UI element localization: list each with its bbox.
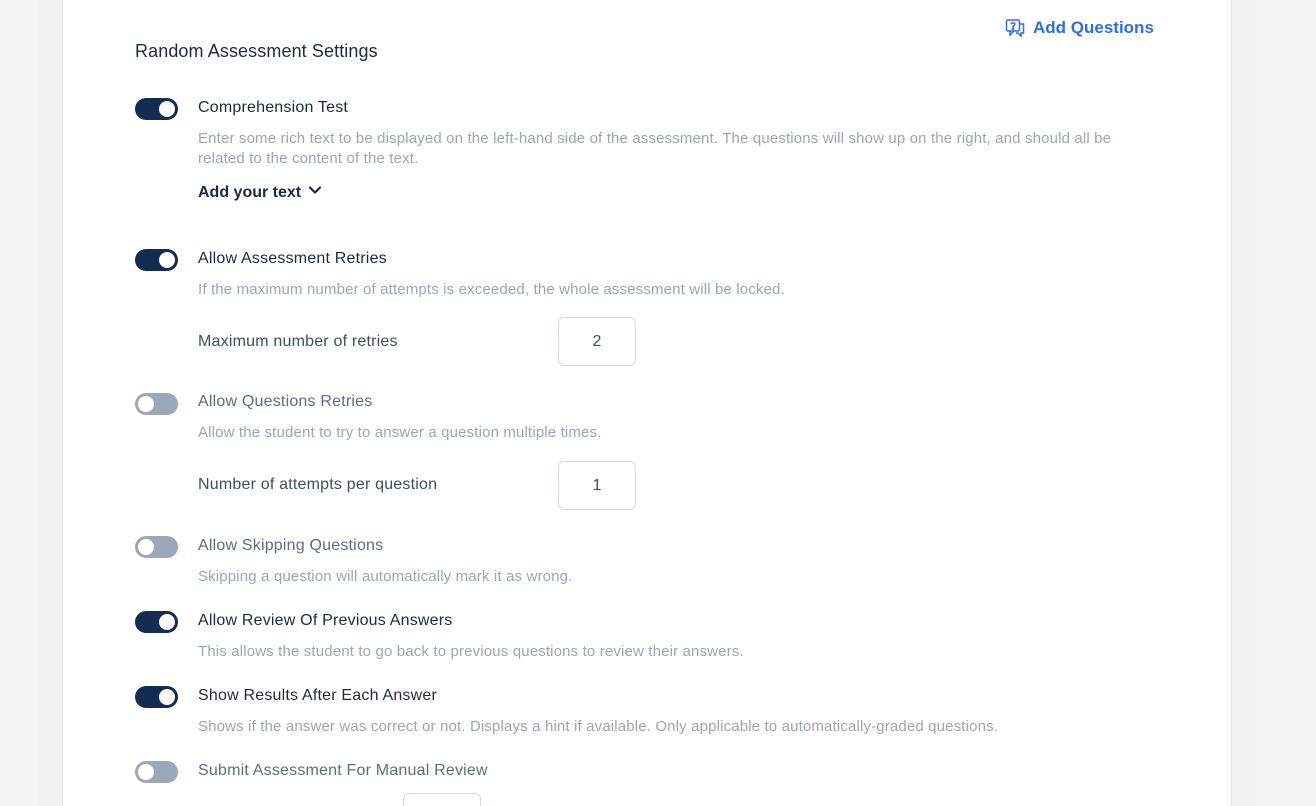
toggle-knob xyxy=(159,689,175,705)
comprehension-test-label: Comprehension Test xyxy=(198,99,349,116)
show-results-after-each-answer-toggle[interactable] xyxy=(135,686,178,708)
allow-review-previous-answers-label: Allow Review Of Previous Answers xyxy=(198,612,453,629)
section-title: Random Assessment Settings xyxy=(135,41,378,61)
manual-review-input-partial[interactable] xyxy=(403,793,481,806)
attempts-per-question-label: Number of attempts per question xyxy=(198,476,438,493)
max-retries-label: Maximum number of retries xyxy=(198,333,398,350)
comprehension-test-description: Enter some rich text to be displayed on the left-hand side of the assessment. The questions will show up on the right, and should all be related to the content of the text. xyxy=(198,130,1112,167)
add-your-text-label: Add your text xyxy=(198,183,302,201)
allow-questions-retries-description: Allow the student to try to answer a question multiple times. xyxy=(198,424,602,441)
add-questions-label: Add Questions xyxy=(1033,18,1154,37)
toggle-knob xyxy=(138,764,154,780)
show-results-after-each-answer-label: Show Results After Each Answer xyxy=(198,687,437,704)
submit-for-manual-review-label: Submit Assessment For Manual Review xyxy=(198,762,488,779)
toggle-knob xyxy=(159,101,175,117)
add-your-text-dropdown[interactable] xyxy=(198,182,323,203)
allow-assessment-retries-toggle[interactable] xyxy=(135,249,178,271)
allow-questions-retries-label: Allow Questions Retries xyxy=(198,393,373,410)
allow-assessment-retries-label: Allow Assessment Retries xyxy=(198,250,387,267)
toggle-knob xyxy=(138,539,154,555)
comprehension-test-toggle[interactable] xyxy=(135,98,178,120)
attempts-per-question-input[interactable] xyxy=(558,461,636,510)
question-bubble-icon xyxy=(1005,18,1025,38)
submit-for-manual-review-toggle[interactable] xyxy=(135,761,178,783)
chevron-down-icon xyxy=(307,182,323,203)
max-retries-input[interactable] xyxy=(558,317,636,366)
toggle-knob xyxy=(159,614,175,630)
allow-skipping-questions-description: Skipping a question will automatically mark it as wrong. xyxy=(198,568,573,585)
allow-skipping-questions-toggle[interactable] xyxy=(135,536,178,558)
allow-questions-retries-toggle[interactable] xyxy=(135,393,178,415)
toggle-knob xyxy=(159,252,175,268)
toggle-knob xyxy=(138,396,154,412)
allow-review-previous-answers-toggle[interactable] xyxy=(135,611,178,633)
add-questions-button[interactable] xyxy=(1005,17,1154,39)
show-results-after-each-answer-description: Shows if the answer was correct or not. Displays a hint if available. Only applicable to automatically-graded questions. xyxy=(198,718,999,735)
allow-skipping-questions-label: Allow Skipping Questions xyxy=(198,537,384,554)
allow-assessment-retries-description: If the maximum number of attempts is exceeded, the whole assessment will be locked. xyxy=(198,281,785,298)
allow-review-previous-answers-description: This allows the student to go back to previous questions to review their answers. xyxy=(198,643,744,660)
